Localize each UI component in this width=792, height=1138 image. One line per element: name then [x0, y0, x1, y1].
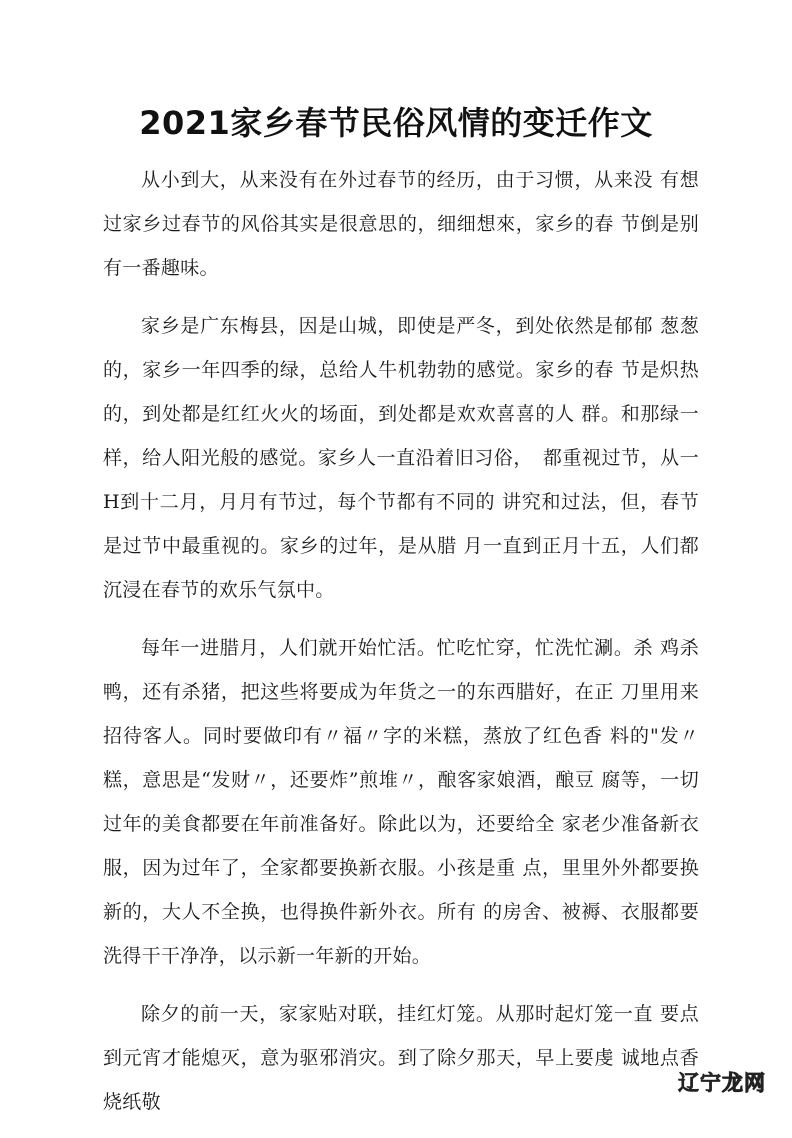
document-title: 2021家乡春节民俗风情的变迁作文	[139, 104, 653, 143]
paragraph: 家乡是广东梅县，因是山城，即使是严冬，到处依然是郁郁 葱葱的，家乡一年四季的绿，总给人牛机勃勃的感觉。家乡的春 节是炽热的，到处都是红红火火的场面，到处都是欢欢喜喜的人 群。和那绿一样，给人阳光般的感觉。家乡人一直沿着旧习俗， 都重视过节，从一H到十二月，月月有节过，每个节都有不同的 讲究和过法，但，春节是过节中最重视的。家乡的过年，是从腊 月一直到正月十五，人们都沉浸在春节的欢乐气氛中。	[103, 315, 699, 601]
watermark-part-2: 龙网	[722, 1071, 766, 1095]
paragraph: 从小到大，从来没有在外过春节的经历，由于习惯，从来没 有想过家乡过春节的风俗其实是很意思的，细细想來，家乡的春 节倒是别有一番趣味。	[103, 169, 699, 279]
paragraph: 除夕的前一天，家家贴对联，挂红灯笼。从那时起灯笼一直 要点到元宵才能熄灭，意为驱邪消灾。到了除夕那天，早上要虔 诚地点香烧纸敬	[103, 1003, 699, 1113]
site-watermark-logo	[678, 1067, 766, 1097]
watermark-part-1: 辽宁	[678, 1071, 722, 1095]
paragraph: 每年一进腊月，人们就开始忙活。忙吃忙穿，忙洗忙涮。杀 鸡杀鸭，还有杀猪，把这些将要成为年货之一的东西腊好，在正 刀里用来招待客人。同时要做印有〃福〃字的米糕，蒸放了红色香 料的"发〃糕，意思是“发财〃，还要炸”煎堆〃，酿客家娘酒，酿豆 腐等，一切过年的美食都要在年前准备好。除此以为，还要给全 家老少准备新衣服，因为过年了，全家都要换新衣服。小孩是重 点，里里外外都要换新的，大人不全换，也得换件新外衣。所有 的房舍、被褥、衣服都要洗得干干净净，以示新一年新的开始。	[103, 637, 699, 967]
document-body	[103, 158, 699, 1138]
